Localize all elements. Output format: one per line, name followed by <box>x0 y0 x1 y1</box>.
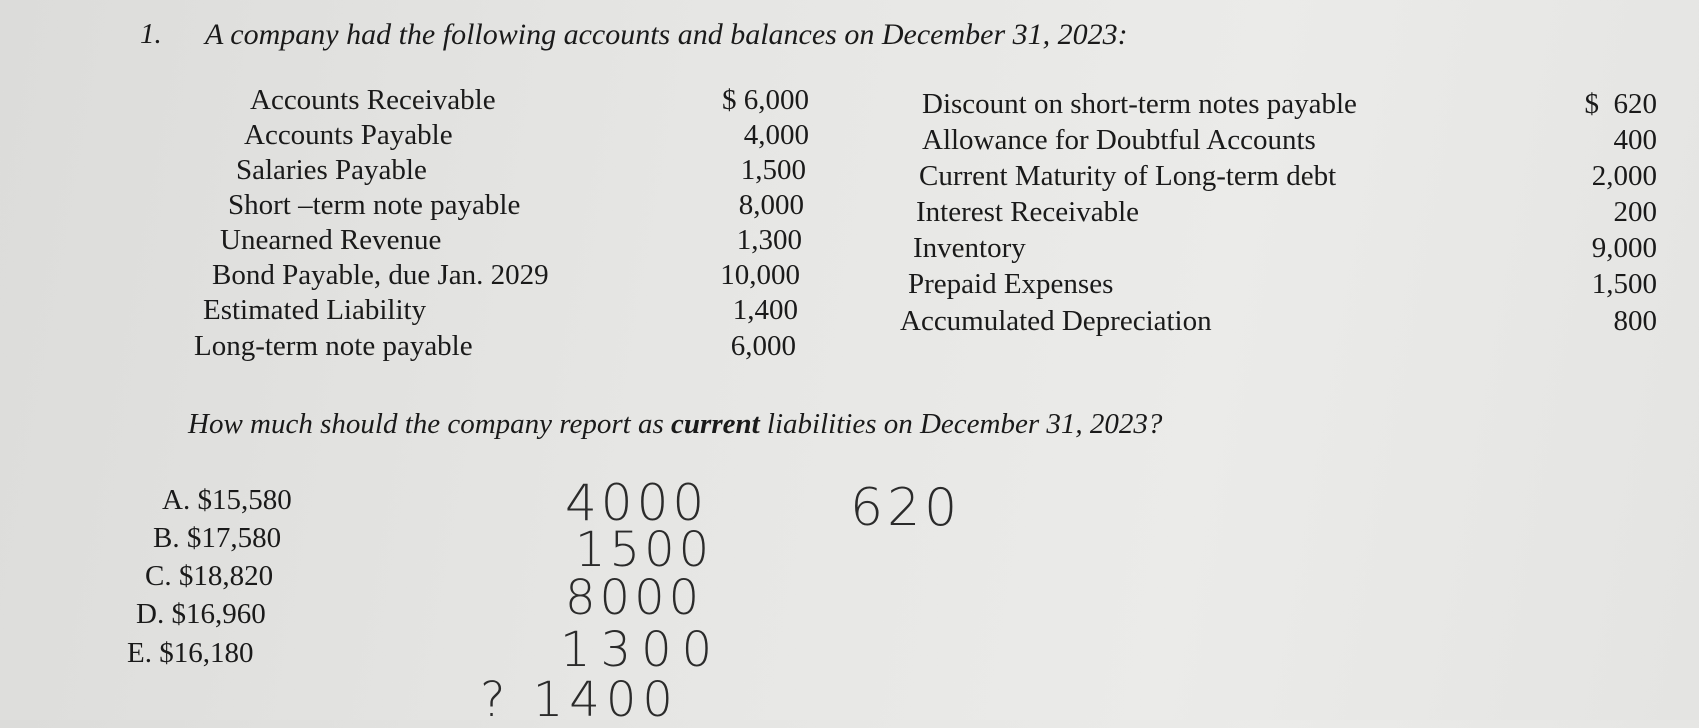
choice-b: B. $17,580 <box>153 522 282 554</box>
account-name: Bond Payable, due Jan. 2029 <box>212 259 549 291</box>
account-name: Accounts Payable <box>244 119 453 151</box>
question-prompt <box>188 408 1162 441</box>
account-name: Discount on short-term notes payable <box>922 88 1357 120</box>
question-number: 1. <box>140 18 162 50</box>
choice-a: A. $15,580 <box>162 484 292 516</box>
account-amount: 6,000 <box>730 330 796 362</box>
account-amount: 200 <box>1613 196 1657 228</box>
account-amount: $ 620 <box>1584 88 1657 120</box>
handwritten-number: 4000 <box>565 474 709 532</box>
account-amount: 1,300 <box>736 224 802 256</box>
handwritten-number: 620 <box>850 478 962 538</box>
account-amount: 2,000 <box>1591 160 1657 192</box>
account-name: Accumulated Depreciation <box>900 305 1212 337</box>
account-amount: 800 <box>1613 305 1657 337</box>
account-amount: 9,000 <box>1591 232 1657 264</box>
prompt-text-after: liabilities on December 31, 2023? <box>759 408 1163 440</box>
account-name: Prepaid Expenses <box>908 268 1114 300</box>
prompt-emphasis: current <box>671 408 760 440</box>
account-amount: 4,000 <box>743 119 809 151</box>
handwritten-number: 1300 <box>560 622 723 678</box>
account-name: Current Maturity of Long-term debt <box>919 160 1337 192</box>
prompt-text-before: How much should the company report as <box>188 408 672 440</box>
handwritten-number: ? 1400 <box>480 672 679 728</box>
question-text: A company had the following accounts and balances on December 31, 2023: <box>205 18 1128 51</box>
account-amount: 1,500 <box>1591 268 1657 300</box>
account-amount: 1,400 <box>732 294 798 326</box>
account-amount: 1,500 <box>740 154 806 186</box>
choice-d: D. $16,960 <box>136 598 266 630</box>
handwritten-number: 1500 <box>575 522 714 578</box>
account-name: Accounts Receivable <box>250 84 496 116</box>
choice-e: E. $16,180 <box>127 637 254 669</box>
choice-c: C. $18,820 <box>145 560 274 592</box>
account-name: Unearned Revenue <box>220 224 442 256</box>
handwritten-number: 8000 <box>565 570 704 626</box>
account-amount: 400 <box>1613 124 1657 156</box>
account-amount: 8,000 <box>738 189 804 221</box>
account-name: Estimated Liability <box>203 294 427 326</box>
account-name: Short –term note payable <box>228 189 521 221</box>
account-name: Long-term note payable <box>194 330 473 362</box>
account-name: Allowance for Doubtful Accounts <box>922 124 1316 156</box>
account-amount: 10,000 <box>720 259 800 291</box>
account-name: Inventory <box>913 232 1026 264</box>
account-amount: $ 6,000 <box>722 84 809 116</box>
account-name: Interest Receivable <box>916 196 1140 228</box>
account-name: Salaries Payable <box>236 154 427 186</box>
